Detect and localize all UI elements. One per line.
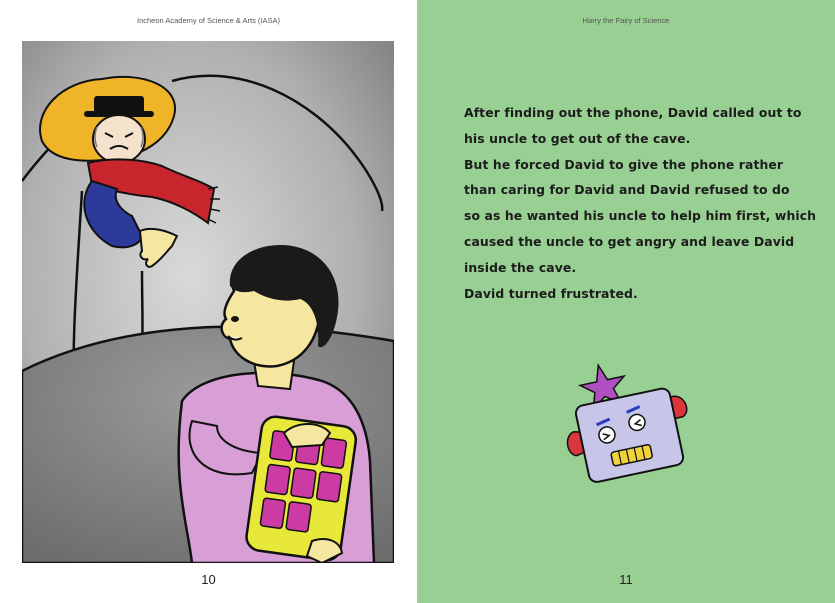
story-line: his uncle to get out of the cave. <box>464 130 691 146</box>
robot-illustration <box>560 358 700 488</box>
right-page-number: 11 <box>619 572 633 587</box>
left-page-number: 10 <box>201 572 216 587</box>
right-page-header: Harry the Fairy of Science <box>582 16 670 25</box>
story-line: After finding out the phone, David called out to <box>464 105 802 120</box>
story-line: David turned frustrated. <box>464 285 638 301</box>
story-line: But he forced David to give the phone rather <box>464 156 784 172</box>
story-line: inside the cave. <box>464 259 577 275</box>
story-line: caused the uncle to get angry and leave David <box>464 233 795 249</box>
left-page-header: Incheon Academy of Science & Arts (IASA) <box>137 16 280 25</box>
left-page <box>0 0 417 603</box>
right-page <box>417 0 835 603</box>
story-line: so as he wanted his uncle to help him first, which <box>464 208 817 224</box>
story-text <box>464 100 817 306</box>
cave-illustration <box>22 41 394 563</box>
story-line: than caring for David and David refused to do <box>464 182 790 198</box>
